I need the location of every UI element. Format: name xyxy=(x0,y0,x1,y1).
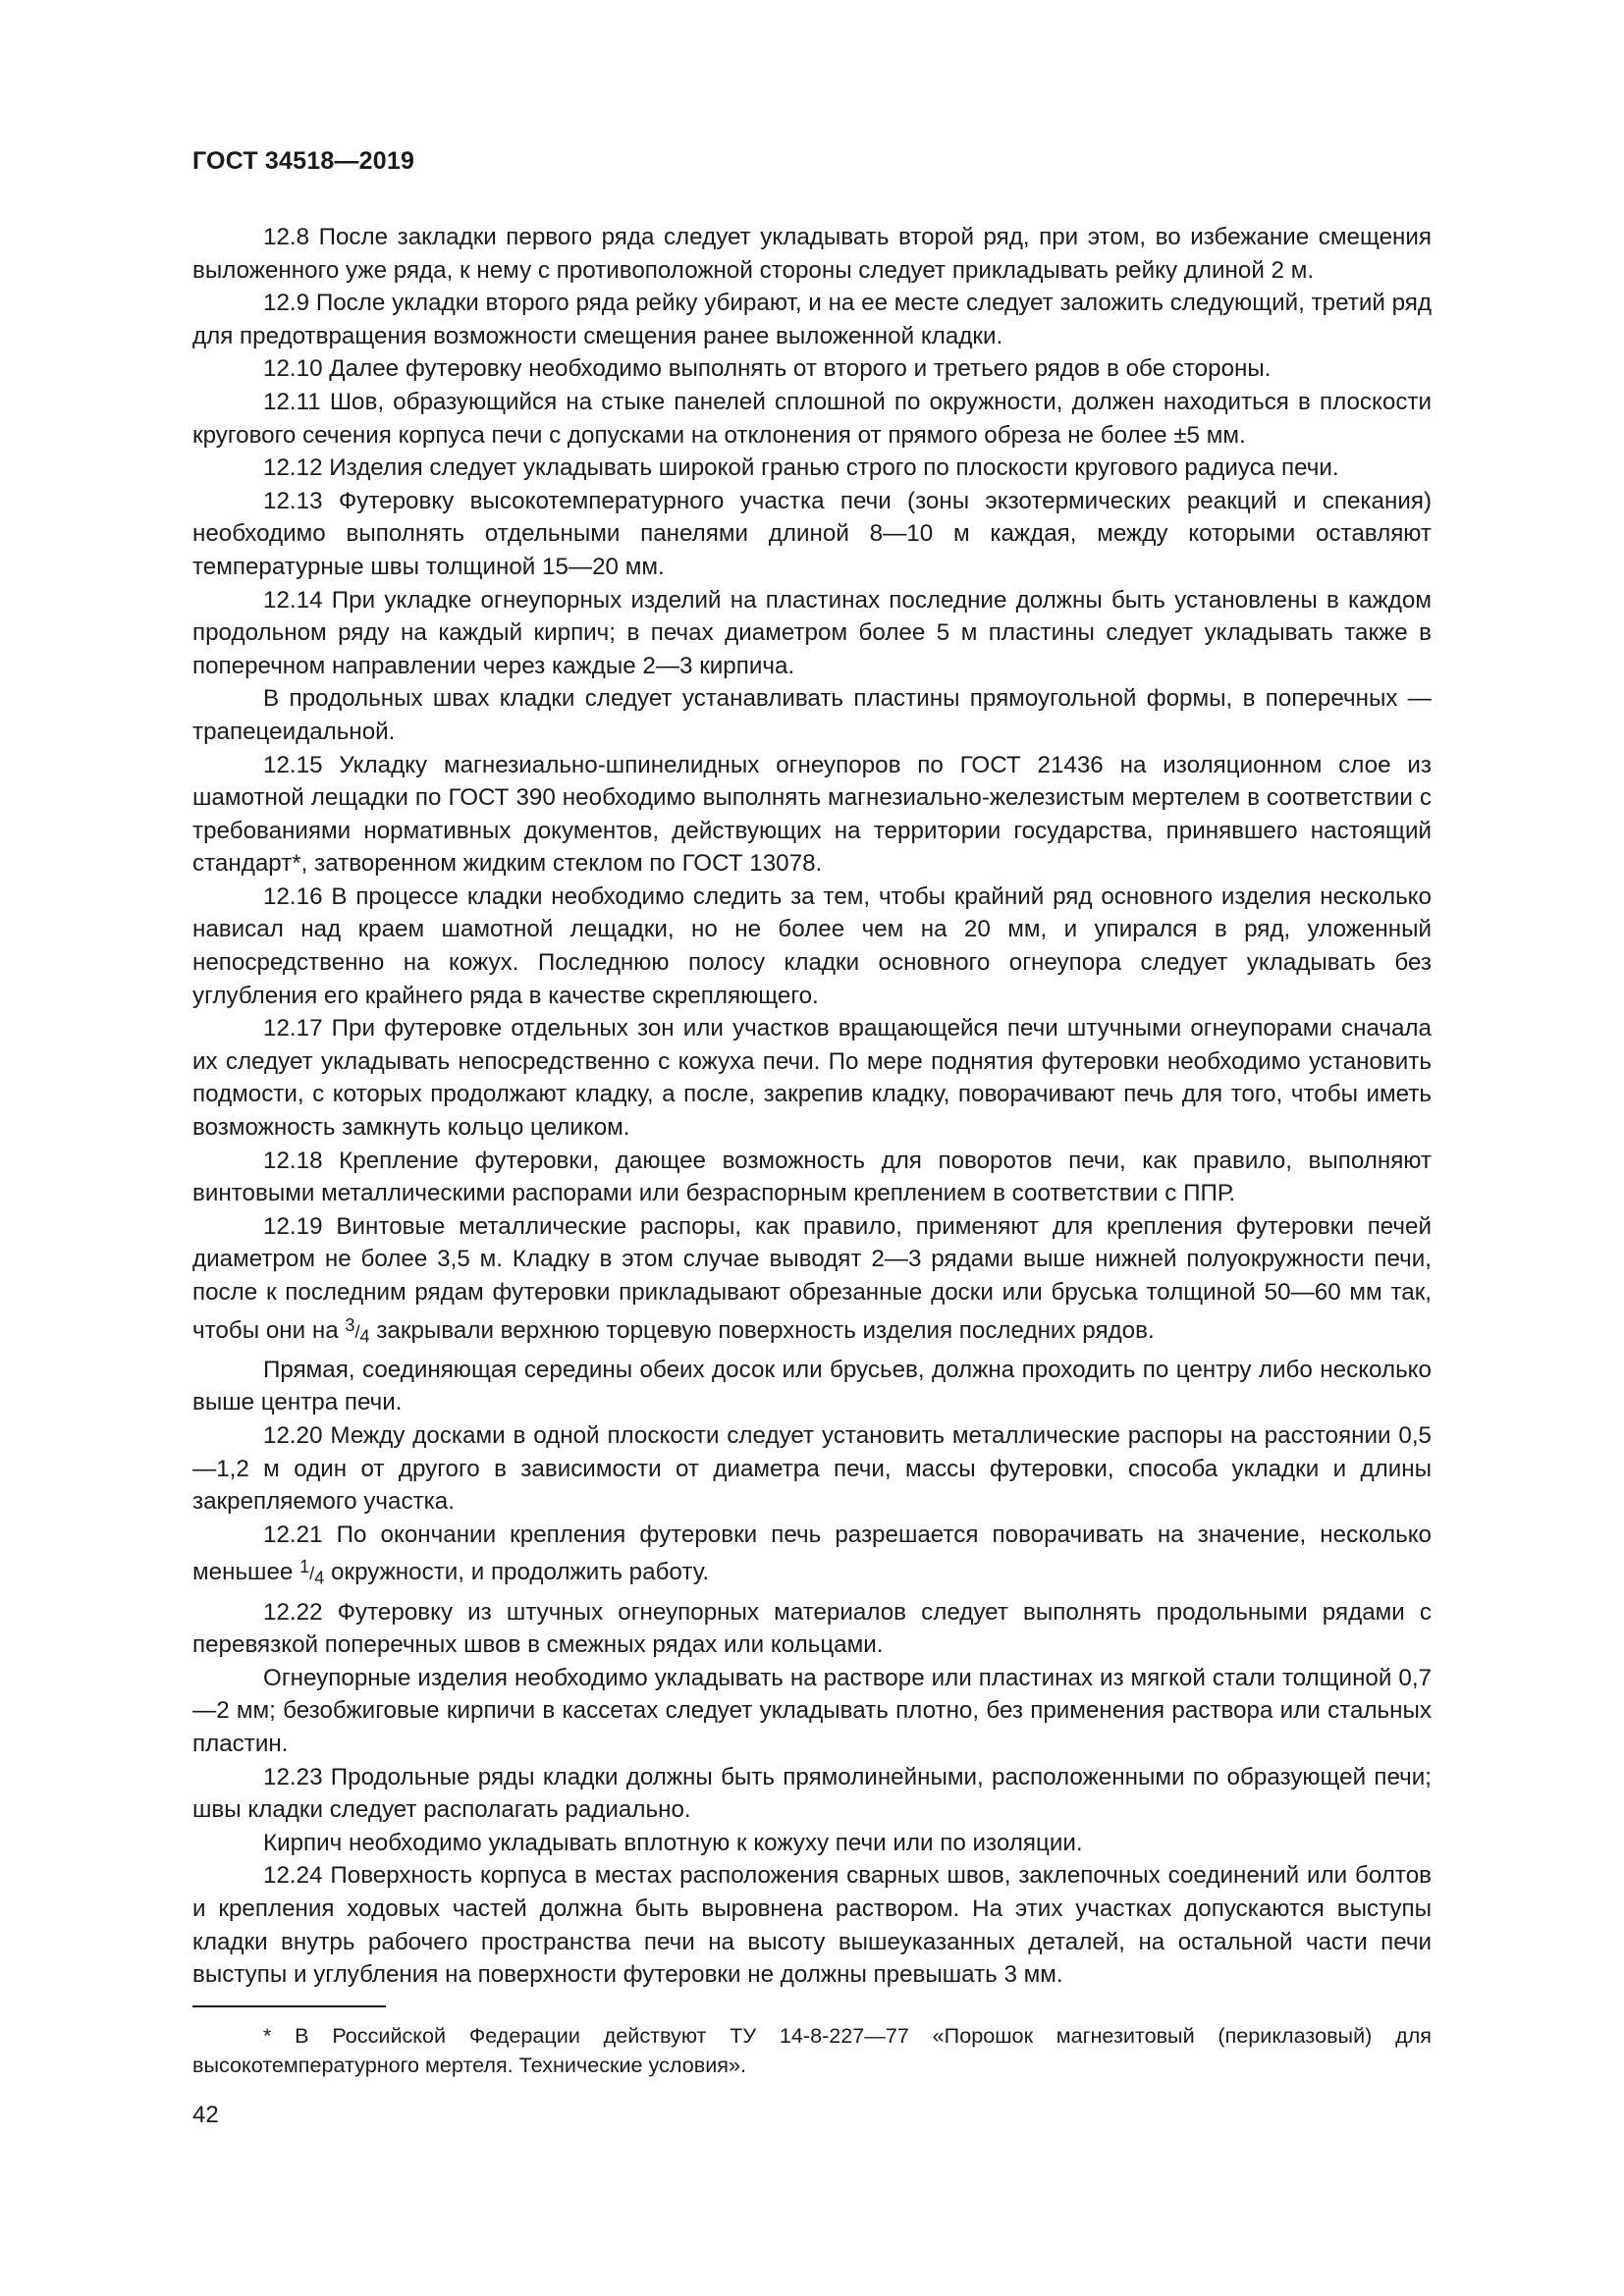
paragraph-12-8: 12.8 После закладки первого ряда следует укладывать второй ряд, при этом, во избежание смещения выложенного уже ряда, к нему с противоположной стороны следует прикладывать рейку длиной 2 м. xyxy=(192,224,1432,284)
paragraph-12-16: 12.16 В процессе кладки необходимо следить за тем, чтобы крайний ряд основного изделия несколько нависал над краем шамотной лещадки, но не более чем на 20 мм, и упирался в ряд, уложенный непосредственно на кожух. Последнюю полосу кладки основного огнеупора следует укладывать без углубления его крайнего ряда в качестве скрепляющего. xyxy=(192,882,1432,1009)
page-number: 42 xyxy=(192,2101,219,2128)
paragraph-12-23: 12.23 Продольные ряды кладки должны быть прямолинейными, расположенными по образующей печи; швы кладки следует располагать радиально. xyxy=(192,1763,1432,1824)
p19-text-after: закрывали верхнюю торцевую поверхность изделия последних рядов. xyxy=(369,1316,1155,1344)
fraction-one-quarter xyxy=(299,1557,325,1589)
footnote-divider xyxy=(192,2005,386,2007)
fraction-slash: / xyxy=(309,1564,315,1584)
paragraph-12-18: 12.18 Крепление футеровки, дающее возможность для поворотов печи, как правило, выполняют винтовыми металлическими распорами или безраспорным креплением в соответствии с ППР. xyxy=(192,1147,1432,1207)
paragraph-12-22-cont: Огнеупорные изделия необходимо укладывать на растворе или пластинах из мягкой стали толщиной 0,7—2 мм; безобжиговые кирпичи в кассетах следует укладывать плотно, без применения раствора или стальных пластин. xyxy=(192,1664,1432,1758)
fraction-numerator: 1 xyxy=(299,1557,310,1577)
fraction-numerator: 3 xyxy=(345,1314,355,1335)
fraction-denominator: 4 xyxy=(314,1569,325,1589)
footnote-text: * В Российской Федерации действуют ТУ 14-8-227—77 «Порошок магнезитовый (периклазовый) для высокотемпературного мертеля. Технические условия». xyxy=(192,2022,1432,2077)
paragraph-12-15: 12.15 Укладку магнезиально-шпинелидных огнеупоров по ГОСТ 21436 на изоляционном слое из шамотной лещадки по ГОСТ 390 необходимо выполнять магнезиально-железистым мертелем в соответствии с требованиями нормативных документов, действующих на территории государства, принявшего настоящий стандарт*, затворенном жидким стеклом по ГОСТ 13078. xyxy=(192,751,1432,878)
paragraph-12-9: 12.9 После укладки второго ряда рейку убирают, и на ее месте следует заложить следующий, третий ряд для предотвращения возможности смещения ранее выложенной кладки. xyxy=(192,290,1432,349)
fraction-denominator: 4 xyxy=(359,1326,370,1347)
paragraph-12-13: 12.13 Футеровку высокотемпературного участка печи (зоны экзотермических реакций и спекания) необходимо выполнять отдельными панелями длиной 8—10 м каждая, между которыми оставляют температурные швы толщиной 15—20 мм. xyxy=(192,487,1432,580)
p19-text-before: 12.19 Винтовые металлические распоры, как правило, применяют для крепления футеровки печей диаметром не более 3,5 м. Кладку в этом случае выводят 2—3 рядами выше нижней полуокружности печи, после к последним рядам футеровки прикладывают обрезанные доски или бруська толщиной 50—60 мм так, чтобы они на xyxy=(192,1212,1432,1344)
page-header-title: ГОСТ 34518—2019 xyxy=(192,147,415,175)
fraction-three-quarters xyxy=(345,1314,370,1347)
paragraph-12-11: 12.11 Шов, образующийся на стыке панелей сплошной по окружности, должен находиться в плоскости кругового сечения корпуса печи с допусками на отклонения от прямого обреза не более ±5 мм. xyxy=(192,388,1432,449)
paragraph-12-10: 12.10 Далее футеровку необходимо выполнять от второго и третьего рядов в обе стороны. xyxy=(263,355,1272,383)
paragraph-12-14: 12.14 При укладке огнеупорных изделий на пластинах последние должны быть установлены в каждом продольном ряду на каждый кирпич; в печах диаметром более 5 м пластины следует укладывать также в поперечном направлении через каждые 2—3 кирпича. xyxy=(192,586,1432,679)
fraction-slash: / xyxy=(354,1321,360,1342)
paragraph-12-24: 12.24 Поверхность корпуса в местах расположения сварных швов, заклепочных соединений или болтов и крепления ходовых частей должна быть выровнена раствором. На этих участках допускаются выступы кладки внутрь рабочего пространства печи на высоту вышеуказанных деталей, на остальной части печи выступы и углубления на поверхности футеровки не должны превышать 3 мм. xyxy=(192,1862,1432,1989)
paragraph-12-12: 12.12 Изделия следует укладывать широкой гранью строго по плоскости кругового радиуса печи. xyxy=(263,454,1339,482)
body-text xyxy=(192,221,1432,1992)
p21-text-after: окружности, и продолжить работу. xyxy=(324,1559,710,1586)
paragraph-12-20: 12.20 Между досками в одной плоскости следует установить металлические распоры на расстоянии 0,5—1,2 м один от другого в зависимости от диаметра печи, массы футеровки, способа укладки и длины закрепляемого участка. xyxy=(192,1422,1432,1516)
paragraph-12-19-cont: Прямая, соединяющая середины обеих досок или брусьев, должна проходить по центру либо несколько выше центра печи. xyxy=(192,1356,1432,1416)
footnote xyxy=(192,2021,1432,2080)
paragraph-12-14-cont: В продольных швах кладки следует устанавливать пластины прямоугольной формы, в поперечных — трапецеидальной. xyxy=(192,685,1432,745)
document-page xyxy=(192,147,1432,2129)
paragraph-12-19 xyxy=(192,1210,1432,1354)
paragraph-12-17: 12.17 При футеровке отдельных зон или участков вращающейся печи штучными огнеупорами сначала их следует укладывать непосредственно с кожуха печи. По мере поднятия футеровки необходимо установить подмости, с которых продолжают кладку, а после, закрепив кладку, поворачивают печь для того, чтобы иметь возможность замкнуть кольцо целиком. xyxy=(192,1015,1432,1142)
paragraph-12-23-cont: Кирпич необходимо укладывать вплотную к кожуху печи или по изоляции. xyxy=(263,1829,1083,1856)
paragraph-12-21 xyxy=(192,1519,1432,1596)
paragraph-12-22: 12.22 Футеровку из штучных огнеупорных материалов следует выполнять продольными рядами с перевязкой поперечных швов в смежных рядах или кольцами. xyxy=(192,1598,1432,1659)
p21-text-before: 12.21 По окончании крепления футеровки печь разрешается поворачивать на значение, несколько меньшее xyxy=(192,1521,1432,1586)
